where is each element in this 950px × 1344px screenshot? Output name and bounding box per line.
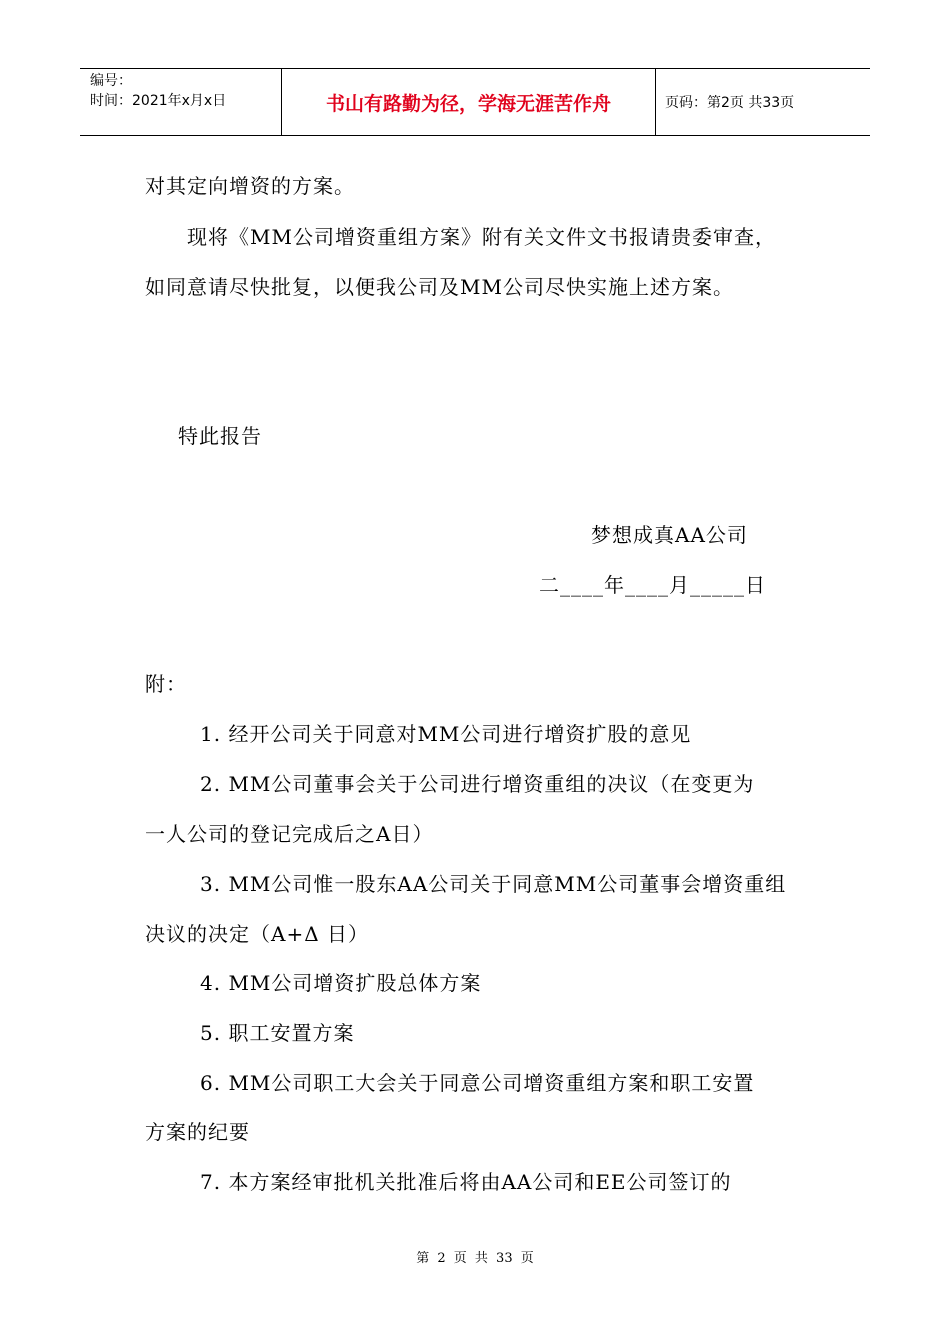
attachment-item: 1. 经开公司关于同意对MM公司进行增资扩股的意见 [200, 722, 692, 746]
attachment-item: 4. MM公司增资扩股总体方案 [200, 971, 482, 995]
header-motto: 书山有路勤为径，学海无涯苦作舟 [282, 69, 656, 135]
header-number-label: 编号： [90, 73, 132, 89]
attachment-item-continued: 一人公司的登记完成后之A日） [145, 822, 434, 846]
body-line: 现将《MM公司增资重组方案》附有关文件文书报请贵委审查， [187, 225, 776, 249]
attachment-item: 7. 本方案经审批机关批准后将由AA公司和EE公司签订的 [200, 1170, 732, 1194]
closing-phrase: 特此报告 [178, 424, 262, 448]
signature-date: 二____年____月_____日 [539, 573, 766, 597]
attachment-item: 5. 职工安置方案 [200, 1021, 355, 1045]
header-page-info: 页码：第2页 共33页 [665, 95, 795, 111]
body-line: 如同意请尽快批复，以便我公司及MM公司尽快实施上述方案。 [145, 275, 734, 299]
attachment-item-continued: 方案的纪要 [145, 1120, 250, 1144]
attachment-item: 3. MM公司惟一股东AA公司关于同意MM公司董事会增资重组 [200, 872, 787, 896]
body-line: 对其定向增资的方案。 [145, 174, 355, 198]
signature-company: 梦想成真AA公司 [591, 523, 748, 547]
attachment-item: 6. MM公司职工大会关于同意公司增资重组方案和职工安置 [200, 1071, 755, 1095]
attachment-item: 2. MM公司董事会关于公司进行增资重组的决议（在变更为 [200, 772, 755, 796]
page-footer: 第 2 页 共 33 页 [416, 1251, 534, 1266]
page-header [80, 68, 870, 136]
header-time-label: 时间：2021年x月x日 [90, 93, 227, 109]
attachment-item-continued: 决议的决定（A+Δ 日） [145, 922, 370, 946]
header-meta [80, 69, 282, 135]
attachments-heading: 附： [145, 672, 187, 696]
